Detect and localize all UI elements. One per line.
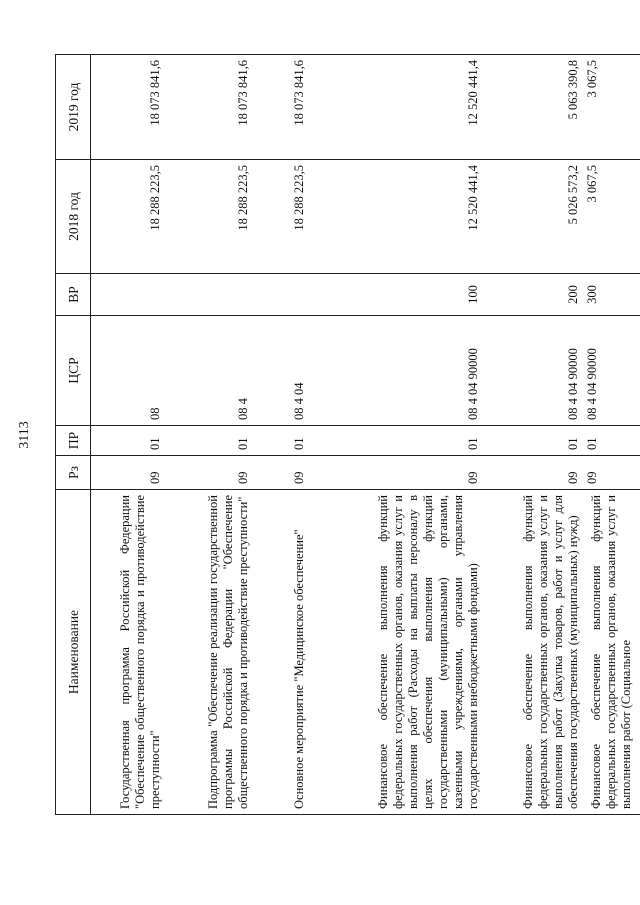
row-rz: 09 bbox=[165, 456, 253, 490]
row-2019: 18 073 841,6 bbox=[165, 55, 253, 160]
row-2018: 18 288 223,5 bbox=[253, 160, 309, 274]
row-pr: 01 bbox=[253, 426, 309, 456]
row-2018: 12 520 441,4 bbox=[309, 160, 483, 274]
row-rz: 09 bbox=[309, 456, 483, 490]
row-2019: 5 063 390,8 bbox=[483, 55, 583, 160]
header-name: Наименование bbox=[56, 490, 91, 815]
header-2018: 2018 год bbox=[56, 160, 91, 274]
row-csr: 08 4 04 bbox=[253, 316, 309, 426]
row-rz: 09 bbox=[253, 456, 309, 490]
row-2018: 18 288 223,5 bbox=[91, 160, 166, 274]
table-header-row bbox=[56, 55, 91, 815]
row-csr: 08 4 bbox=[165, 316, 253, 426]
row-vr: 200 bbox=[483, 274, 583, 316]
row-name: Основное мероприятие "Медицинское обеспечение" bbox=[253, 490, 309, 815]
row-rz: 09 bbox=[583, 456, 640, 490]
header-csr: ЦСР bbox=[56, 316, 91, 426]
row-vr bbox=[165, 274, 253, 316]
row-name: Финансовое обеспечение выполнения функций федеральных государственных органов, оказания услуг и выполнения работ (Социальное bbox=[583, 490, 640, 815]
row-vr bbox=[91, 274, 166, 316]
row-2018: 5 026 573,2 bbox=[483, 160, 583, 274]
header-rz: Рз bbox=[56, 456, 91, 490]
row-pr: 01 bbox=[91, 426, 166, 456]
row-pr: 01 bbox=[309, 426, 483, 456]
row-2018: 3 067,5 bbox=[583, 160, 640, 274]
table-row bbox=[91, 55, 166, 815]
row-2019: 18 073 841,6 bbox=[253, 55, 309, 160]
row-2018: 18 288 223,5 bbox=[165, 160, 253, 274]
row-rz: 09 bbox=[91, 456, 166, 490]
row-csr: 08 bbox=[91, 316, 166, 426]
table-row bbox=[583, 55, 640, 815]
row-vr bbox=[253, 274, 309, 316]
row-csr: 08 4 04 90000 bbox=[309, 316, 483, 426]
table-row bbox=[309, 55, 483, 815]
row-2019: 12 520 441,4 bbox=[309, 55, 483, 160]
budget-table bbox=[55, 54, 640, 815]
header-pr: ПР bbox=[56, 426, 91, 456]
row-2019: 18 073 841,6 bbox=[91, 55, 166, 160]
row-pr: 01 bbox=[165, 426, 253, 456]
table-row bbox=[483, 55, 583, 815]
rotated-sheet bbox=[17, 55, 633, 815]
row-2019: 3 067,5 bbox=[583, 55, 640, 160]
table-row bbox=[253, 55, 309, 815]
row-pr: 01 bbox=[483, 426, 583, 456]
table-row bbox=[165, 55, 253, 815]
row-name: Государственная программа Российской Федерации "Обеспечение общественного порядка и противодействие преступности" bbox=[91, 490, 166, 815]
row-name: Финансовое обеспечение выполнения функций федеральных государственных органов, оказания услуг и выполнения работ (Расходы на выплаты персоналу в целях обеспечения выполнения функций государственными (муниципальными) органами, казенными учреждениями, органами управления государственными внебюджетными фондами) bbox=[309, 490, 483, 815]
row-name: Финансовое обеспечение выполнения функций федеральных государственных органов, оказания услуг и выполнения работ (Закупка товаров, работ и услуг для обеспечения государственных (муниципальных) нужд) bbox=[483, 490, 583, 815]
row-csr: 08 4 04 90000 bbox=[583, 316, 640, 426]
row-vr: 100 bbox=[309, 274, 483, 316]
row-vr: 300 bbox=[583, 274, 640, 316]
row-pr: 01 bbox=[583, 426, 640, 456]
page-number: 3113 bbox=[17, 421, 32, 449]
row-rz: 09 bbox=[483, 456, 583, 490]
row-name: Подпрограмма "Обеспечение реализации государственной программы Российской Федерации "Обеспечение общественного порядка и противодействие преступности" bbox=[165, 490, 253, 815]
header-2019: 2019 год bbox=[56, 55, 91, 160]
header-vr: ВР bbox=[56, 274, 91, 316]
row-csr: 08 4 04 90000 bbox=[483, 316, 583, 426]
